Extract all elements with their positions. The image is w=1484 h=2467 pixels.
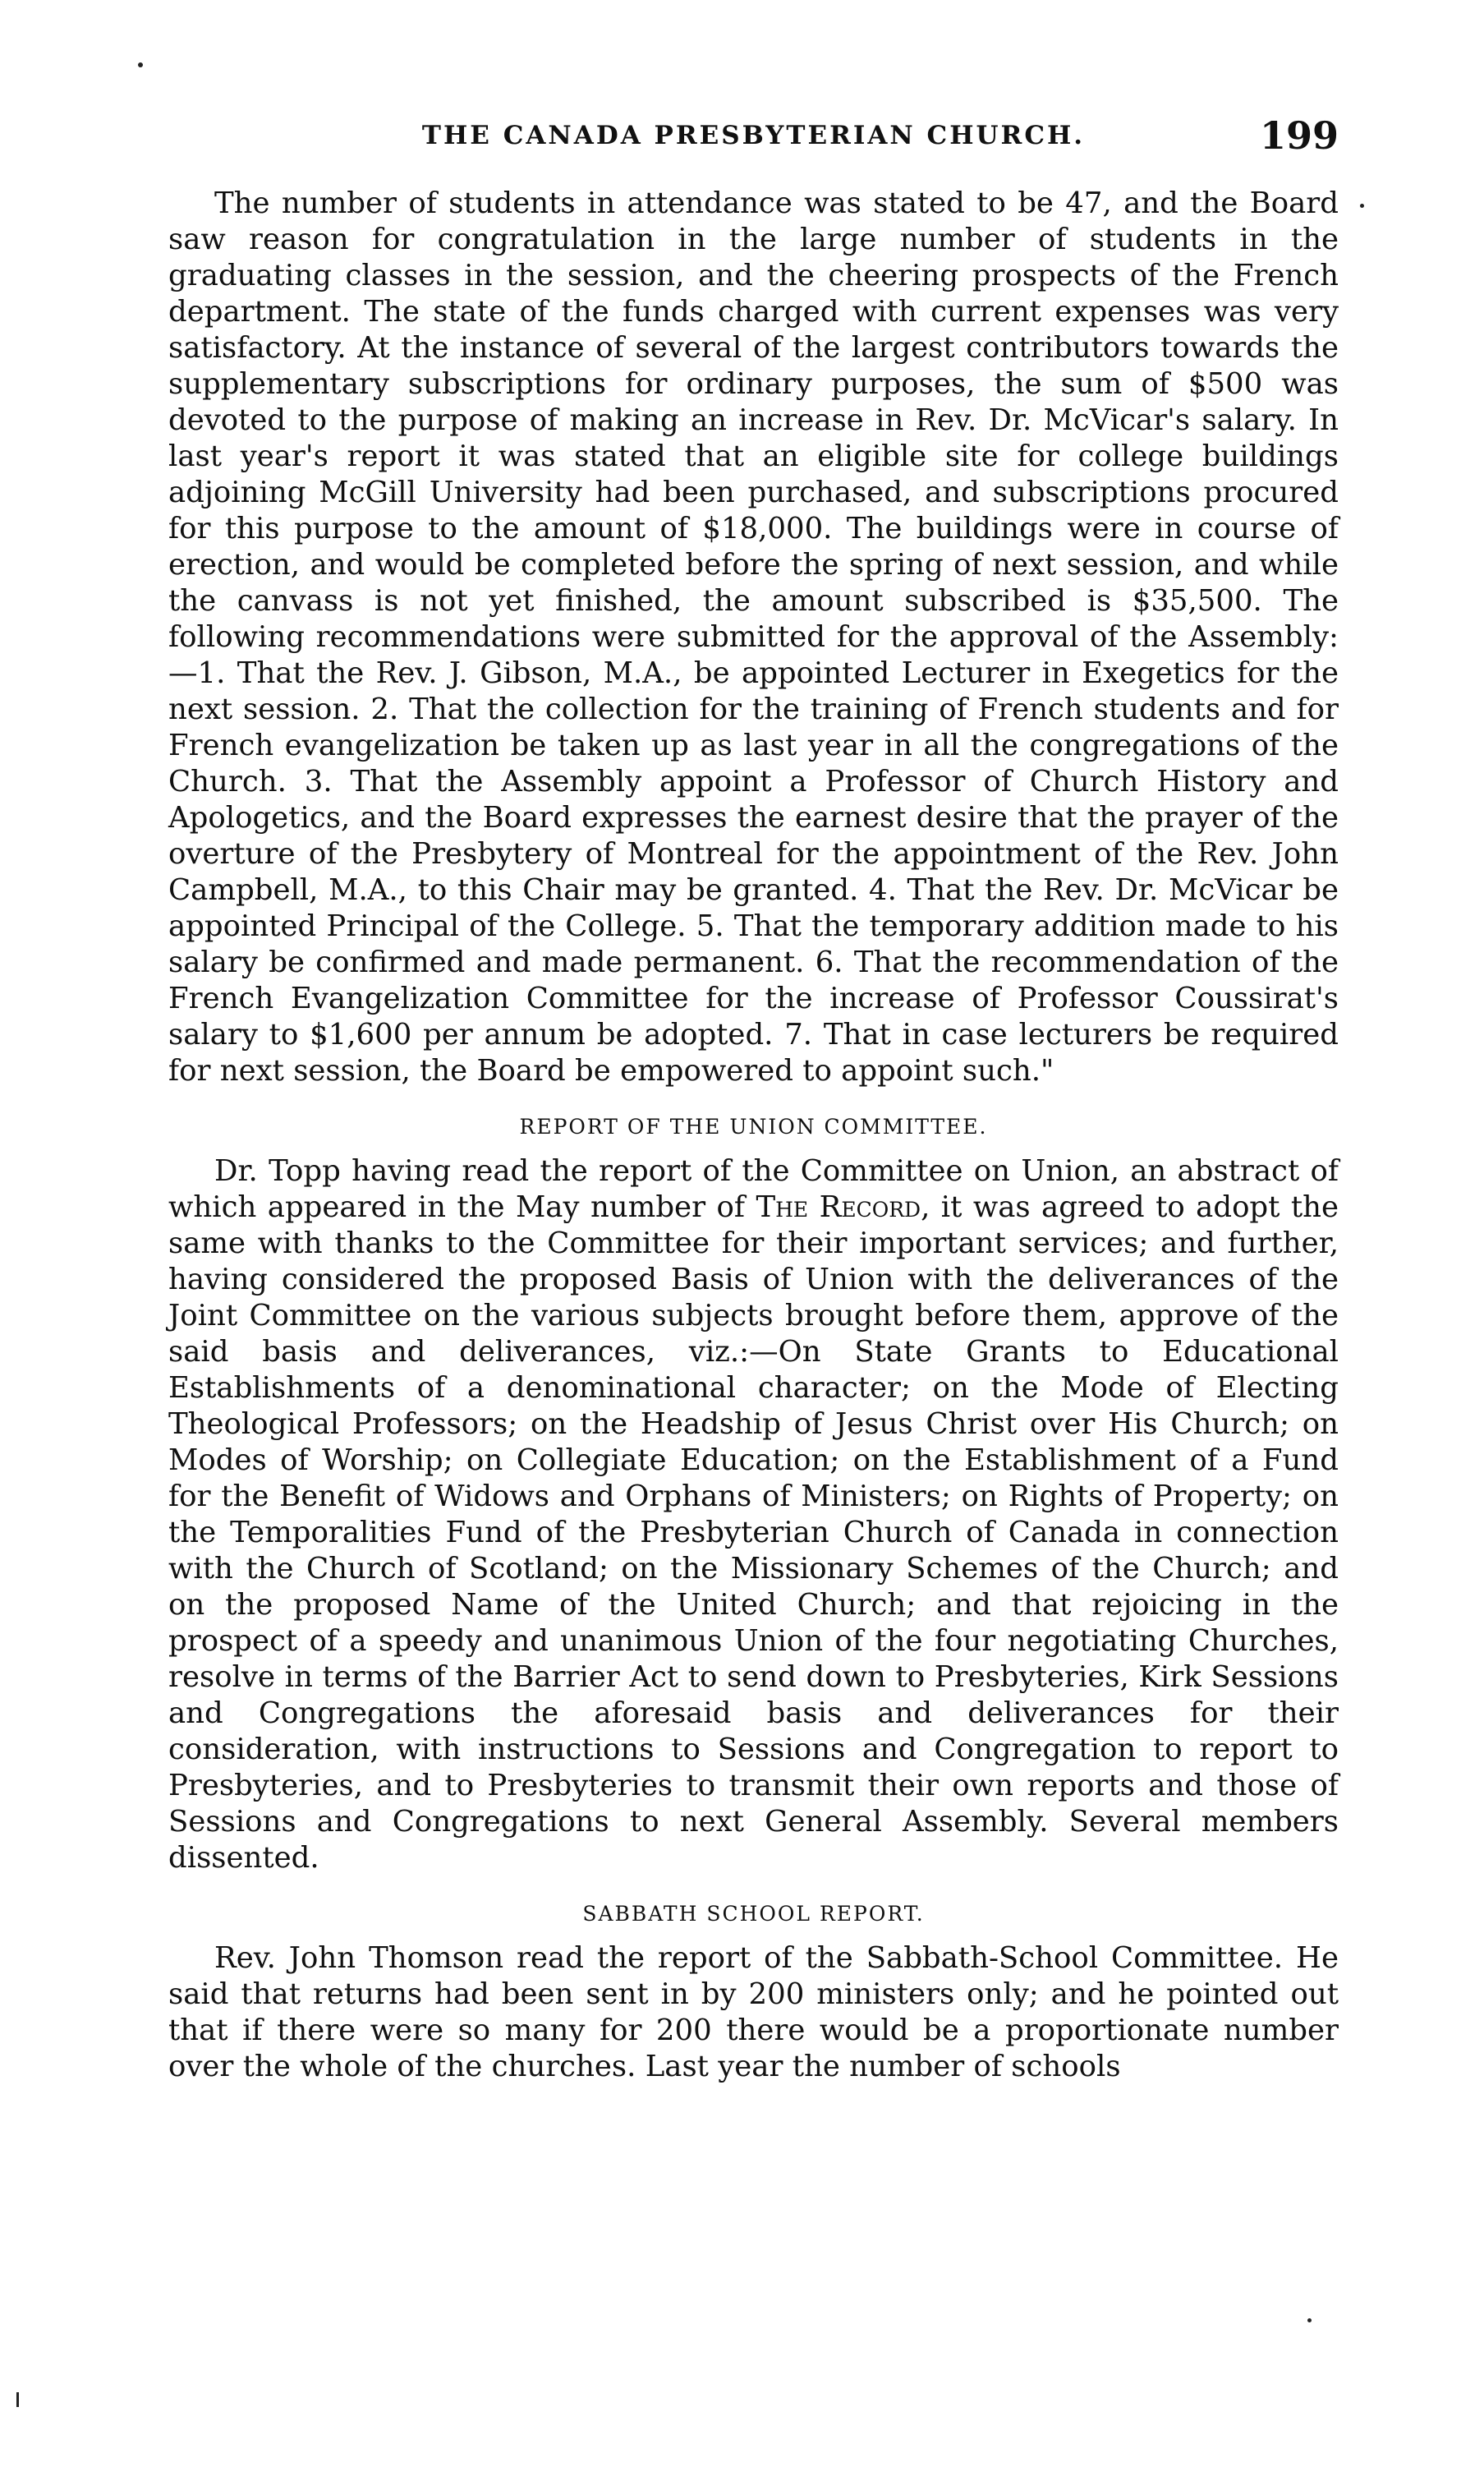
stray-mark <box>138 62 143 67</box>
the-record-title: The Record <box>756 1190 921 1224</box>
stray-mark <box>1307 2318 1312 2322</box>
running-head <box>168 107 1339 164</box>
union-text-rest: , it was agreed to adopt the same with thanks to the Committee for their important services; and further, having considered the proposed Basis of Union with the deliverances of the Joint Committee on the various subjects brought before them, approve of the said basis and deliverances, viz.:—On State Grants to Educational Establishments of a denominational character; on the Mode of Electing Theological Professors; on the Headship of Jesus Christ over His Church; on Modes of Worship; on Collegiate Education; on the Establishment of a Fund for the Benefit of Widows and Orphans of Ministers; on Rights of Property; on the Temporalities Fund of the Presbyterian Church of Canada in connection with the Church of Scotland; on the Missionary Schemes of the Church; and on the proposed Name of the United Church; and that rejoicing in the prospect of a speedy and unanimous Union of the four negotiating Churches, resolve in terms of the Barrier Act to send down to Presbyteries, Kirk Sessions and Congregations the aforesaid basis and deliverances for their consideration, with instructions to Sessions and Congregation to report to Presbyteries, and to Presbyteries to transmit their own reports and those of Sessions and Congregations to next General Assembly. Several members dissented. <box>168 1190 1339 1875</box>
heading-sabbath-school: SABBATH SCHOOL REPORT. <box>582 1902 925 1926</box>
book-page <box>168 107 1339 2085</box>
union-text-start: Dr. Topp having read the report of the Committee on Union, an abstract of which appeared in the May number of <box>168 1154 1339 1224</box>
stray-mark <box>16 2392 19 2407</box>
stray-mark <box>1360 204 1364 208</box>
heading-union-committee: REPORT OF THE UNION COMMITTEE. <box>519 1115 988 1139</box>
paragraph-union-report <box>168 1153 1339 1876</box>
paragraph-college-report: The number of students in attendance was stated to be 47, and the Board saw reason for congratulation in the large number of students in the graduating classes in the session, and the cheering prospects of the French department. The state of the funds charged with current expenses was very satisfactory. At the instance of several of the largest contributors towards the supplementary subscriptions for ordinary purposes, the sum of $500 was devoted to the purpose of making an increase in Rev. Dr. McVicar's salary. In last year's report it was stated that an eligible site for college buildings adjoining McGill University had been purchased, and subscriptions procured for this purpose to the amount of $18,000. The buildings were in course of erection, and would be completed before the spring of next session, and while the canvass is not yet finished, the amount subscribed is $35,500. The following recommendations were submitted for the approval of the Assembly:—1. That the Rev. J. Gibson, M.A., be appointed Lecturer in Exegetics for the next session. 2. That the collection for the training of French students and for French evangelization be taken up as last year in all the congregations of the Church. 3. That the Assembly appoint a Professor of Church History and Apologetics, and the Board expresses the earnest desire that the prayer of the overture of the Presbytery of Montreal for the appointment of the Rev. John Campbell, M.A., to this Chair may be granted. 4. That the Rev. Dr. McVicar be appointed Principal of the College. 5. That the temporary addition made to his salary be confirmed and made permanent. 6. That the recommendation of the French Evangelization Committee for the increase of Professor Coussirat's salary to $1,600 per annum be adopted. 7. That in case lecturers be required for next session, the Board be empowered to appoint such." <box>168 186 1339 1088</box>
paragraph-sabbath-school: Rev. John Thomson read the report of the Sabbath-School Committee. He said that returns had been sent in by 200 ministers only; and he pointed out that if there were so many for 200 there would be a proportionate number over the whole of the churches. Last year the number of schools <box>168 1941 1339 2083</box>
running-title: THE CANADA PRESBYTERIAN CHURCH. <box>421 121 1086 150</box>
page-number: 199 <box>1259 113 1339 158</box>
